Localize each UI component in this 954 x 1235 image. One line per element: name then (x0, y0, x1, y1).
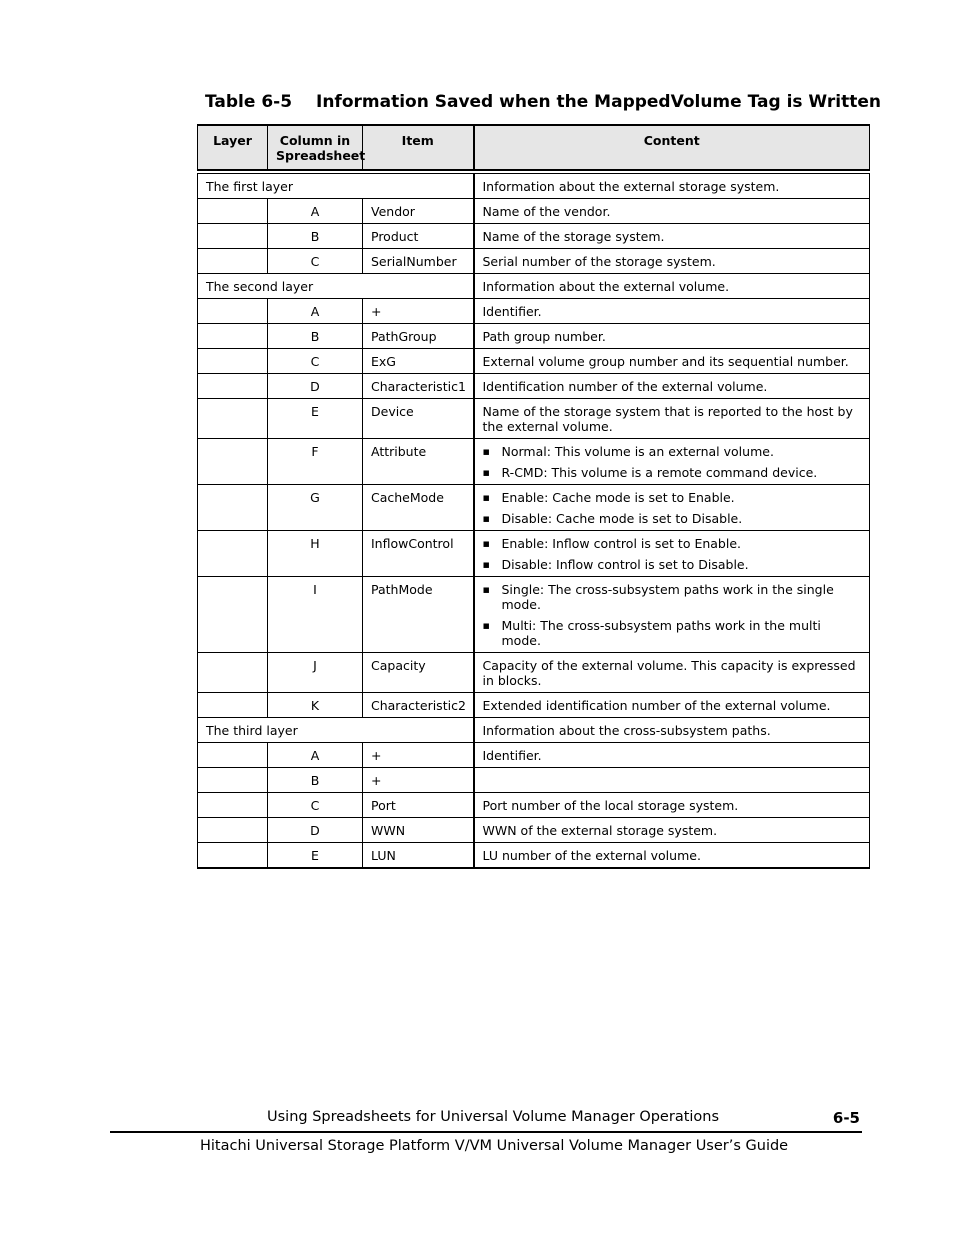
header-item: Item (363, 125, 474, 170)
table-row (198, 485, 870, 531)
table-row (198, 693, 870, 718)
table-row (198, 843, 870, 869)
content-cell: Serial number of the storage system. (474, 249, 870, 274)
item-cell: LUN (363, 843, 474, 869)
table-row (198, 743, 870, 768)
bullet-item: ▪ Disable: Cache mode is set to Disable. (483, 511, 862, 526)
column-cell: D (268, 374, 363, 399)
item-cell: SerialNumber (363, 249, 474, 274)
bullet-item: ▪ Normal: This volume is an external volume. (483, 444, 862, 459)
layer-cell (198, 793, 268, 818)
column-cell: E (268, 843, 363, 869)
footer-book-title: Hitachi Universal Storage Platform V/VM Universal Volume Manager User’s Guide (200, 1138, 789, 1154)
table-row (198, 818, 870, 843)
table-row (198, 349, 870, 374)
content-cell: Capacity of the external volume. This capacity is expressed in blocks. (474, 653, 870, 693)
layer-cell (198, 843, 268, 869)
item-cell: Vendor (363, 199, 474, 224)
layer-cell (198, 577, 268, 653)
table-caption (205, 92, 881, 112)
layer-cell (198, 299, 268, 324)
item-cell: Device (363, 399, 474, 439)
bullet-item: ▪ R-CMD: This volume is a remote command device. (483, 465, 862, 480)
item-cell: Capacity (363, 653, 474, 693)
table-number: Table 6-5 (205, 92, 293, 112)
item-cell: Characteristic2 (363, 693, 474, 718)
content-cell: Information about the external volume. (474, 274, 870, 299)
layer-label: The second layer (198, 274, 474, 299)
layer-cell (198, 439, 268, 485)
layer-cell (198, 399, 268, 439)
table-body (198, 170, 870, 868)
column-cell: D (268, 818, 363, 843)
content-cell (474, 768, 870, 793)
layer-cell (198, 485, 268, 531)
column-cell: J (268, 653, 363, 693)
item-cell: CacheMode (363, 485, 474, 531)
item-cell: Attribute (363, 439, 474, 485)
column-cell: A (268, 299, 363, 324)
table-row (198, 249, 870, 274)
table-row (198, 324, 870, 349)
table-row (198, 768, 870, 793)
item-cell: Characteristic1 (363, 374, 474, 399)
content-cell: Name of the vendor. (474, 199, 870, 224)
column-cell: G (268, 485, 363, 531)
item-cell: + (363, 768, 474, 793)
layer-cell (198, 349, 268, 374)
layer-cell (198, 249, 268, 274)
table-row (198, 531, 870, 577)
item-cell: InflowControl (363, 531, 474, 577)
footer-divider (110, 1131, 862, 1133)
content-cell: Identifier. (474, 299, 870, 324)
header-layer: Layer (198, 125, 268, 170)
footer-page-number: 6-5 (832, 1109, 860, 1127)
layer-cell (198, 818, 268, 843)
bullet-item: ▪ Single: The cross-subsystem paths work in the single mode. (483, 582, 862, 612)
layer-cell (198, 693, 268, 718)
layer-cell (198, 531, 268, 577)
content-cell: Identifier. (474, 743, 870, 768)
table-row (198, 399, 870, 439)
content-cell (474, 485, 870, 531)
table-row (198, 577, 870, 653)
content-cell: WWN of the external storage system. (474, 818, 870, 843)
content-cell: Port number of the local storage system. (474, 793, 870, 818)
content-cell: Extended identification number of the external volume. (474, 693, 870, 718)
item-cell: WWN (363, 818, 474, 843)
layer-cell (198, 324, 268, 349)
column-cell: E (268, 399, 363, 439)
content-cell: Name of the storage system that is reported to the host by the external volume. (474, 399, 870, 439)
column-cell: I (268, 577, 363, 653)
table-row (198, 199, 870, 224)
column-cell: C (268, 349, 363, 374)
layer-cell (198, 768, 268, 793)
table-row (198, 439, 870, 485)
content-cell: External volume group number and its sequential number. (474, 349, 870, 374)
content-cell: LU number of the external volume. (474, 843, 870, 869)
table-title: Information Saved when the MappedVolume Tag is Written (316, 92, 881, 112)
content-cell: Name of the storage system. (474, 224, 870, 249)
column-cell: H (268, 531, 363, 577)
column-cell: A (268, 743, 363, 768)
layer-row (198, 718, 870, 743)
item-cell: Port (363, 793, 474, 818)
item-cell: + (363, 743, 474, 768)
column-cell: B (268, 224, 363, 249)
bullet-list (483, 582, 862, 648)
table-row (198, 299, 870, 324)
mapped-volume-table (197, 124, 870, 869)
bullet-list (483, 444, 862, 480)
table-row (198, 653, 870, 693)
header-row (198, 125, 870, 170)
content-cell (474, 577, 870, 653)
layer-label: The first layer (198, 174, 474, 199)
bullet-item: ▪ Multi: The cross-subsystem paths work in the multi mode. (483, 618, 862, 648)
column-cell: B (268, 768, 363, 793)
content-cell: Information about the external storage system. (474, 174, 870, 199)
header-content: Content (474, 125, 870, 170)
layer-cell (198, 374, 268, 399)
header-column: Column in Spreadsheet (268, 125, 363, 170)
column-cell: K (268, 693, 363, 718)
bullet-list (483, 490, 862, 526)
bullet-item: ▪ Enable: Cache mode is set to Enable. (483, 490, 862, 505)
layer-row (198, 274, 870, 299)
table-row (198, 793, 870, 818)
column-cell: C (268, 793, 363, 818)
content-cell: Information about the cross-subsystem paths. (474, 718, 870, 743)
layer-cell (198, 199, 268, 224)
item-cell: + (363, 299, 474, 324)
column-cell: B (268, 324, 363, 349)
content-cell (474, 531, 870, 577)
table-row (198, 224, 870, 249)
item-cell: Product (363, 224, 474, 249)
content-cell (474, 439, 870, 485)
item-cell: PathMode (363, 577, 474, 653)
bullet-item: ▪ Disable: Inflow control is set to Disable. (483, 557, 862, 572)
item-cell: ExG (363, 349, 474, 374)
layer-cell (198, 653, 268, 693)
content-cell: Path group number. (474, 324, 870, 349)
layer-label: The third layer (198, 718, 474, 743)
bullet-item: ▪ Enable: Inflow control is set to Enable. (483, 536, 862, 551)
layer-cell (198, 743, 268, 768)
layer-cell (198, 224, 268, 249)
column-cell: F (268, 439, 363, 485)
column-cell: A (268, 199, 363, 224)
item-cell: PathGroup (363, 324, 474, 349)
content-cell: Identification number of the external volume. (474, 374, 870, 399)
bullet-list (483, 536, 862, 572)
table-row (198, 374, 870, 399)
layer-row (198, 174, 870, 199)
footer-chapter-title: Using Spreadsheets for Universal Volume Manager Operations (267, 1109, 720, 1125)
column-cell: C (268, 249, 363, 274)
